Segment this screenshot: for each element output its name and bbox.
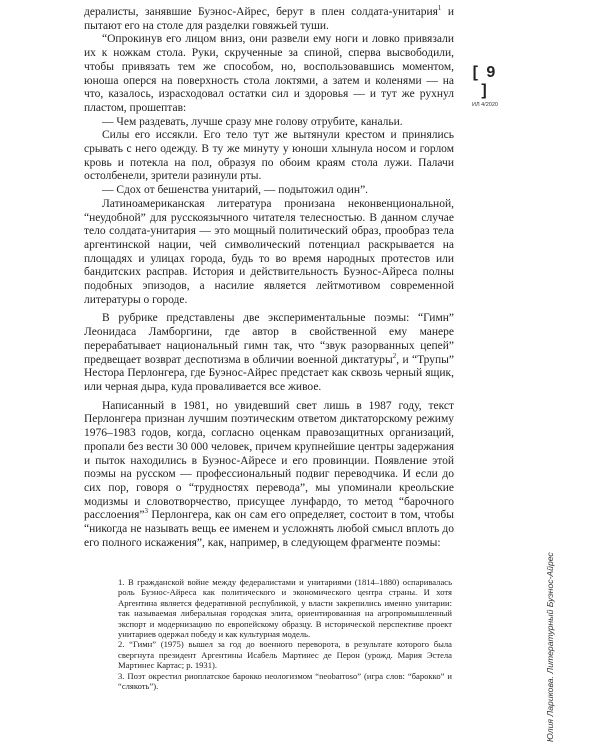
body-paragraph-7: В рубрике представлены две экспериментальные поэмы: “Гимн” Леонидаса Ламборгини, где автор в свойственной ему манере перерабатывает национальный гимн так, что “звук разорванных цепей” предвещает возврат деспотизма в обличии военной диктатуры$^2$, и “Трупы” Нестора Перлонгера, где Буэнос-Айрес предстает как сквозь черный ящик, или черная дыра, куда проваливается все живое. (84, 312, 454, 393)
body-paragraph-5: — Сдох от бешенства унитарий, — подытожил один”. (102, 184, 369, 197)
issue-label: ИЛ 4/2020 (472, 102, 498, 108)
footnote-1: 1. В гражданской войне между федералистами и унитариями (1814–1880) оспаривалась роль Буэнос-Айреса как политического и экономического центра страны. И хотя Аргентина является федеративной республикой, у власти закрепились именно унитарии: так называемая либеральная городская элита, ориентированная на агропромышленный экспорт и модернизацию по европейскому образцу. В исторической перспективе проект унитариев одержал победу и как культурная модель. (118, 577, 452, 640)
footnote-ref-1[interactable]: 1 (437, 4, 442, 13)
footnote-3: 3. Поэт окрестил риоплатское барокко неологизмом “neobarroso” (игра слов: “барокко” и “слякоть”). (118, 670, 452, 692)
page-number: [ 9 ] (472, 64, 498, 99)
body-paragraph-6: Латиноамериканская литература пронизана неконвенциональной, “неудобной” для русскоязычного читателя телесностью. В данном случае тело солдата-унитария — это мощный политический образ, прообраз тела аргентинской нации, чей символический потенциал раскрывается на площадях и улицах города, будь то во время народных протестов или бандитских расправ. История и действительность Буэнос-Айреса полны подобных эпизодов, а насилие является лейтмотивом современной литературы о городе. (84, 197, 454, 306)
body-paragraph-8: Написанный в 1981, но увидевший свет лишь в 1987 году, текст Перлонгера признан лучшим поэтическим ответом диктаторскому режиму 1976–1983 годов, когда, согласно оценкам правозащитных организаций, пропали без вести 30 000 человек, причем крупнейшие центры задержания и пыток находились в Буэнос-Айресе и его провинции. Появление этой поэмы на русском — профессиональный подвиг переводчика. И если до сих пор, говоря о “трудностях перевода”, мы упоминали креольские модизмы и словотворчество, присущее лунфардо, то метод “барочного расслоения”$^3$ Перлонгера, как он сам его определяет, состоит в том, чтобы “никогда не называть вещь ее именем и усложнять любой смысл вплоть до его полного искажения”, как, например, в следующем фрагменте поэмы: (84, 399, 454, 549)
body-paragraph-3: — Чем раздевать, лучше сразу мне голову отрубите, канальи. (102, 115, 403, 128)
article-body (84, 6, 454, 550)
body-paragraph-2: “Опрокинув его лицом вниз, они развели ему ноги и ловко привязали их к ножкам стола. Руки, скрученные за спиной, сперва высвободили, чтобы привязать тем же способом, но, воспользовавшись моментом, юноша оперся на поверхность стола локтями, а затем и коленями — на что, казалось, израсходовал остатки сил и здоровья — и тут же рухнул пластом, прошептав: (84, 33, 454, 114)
footnotes (118, 577, 452, 691)
running-title: Юлия Ларикова. Литературный Буэнос-Айрес (545, 552, 555, 742)
body-paragraph-1: дералисты, занявшие Буэнос-Айрес, берут в плен солдата-унитария$^1$ и пытают его на столе для разделки говяжьей туши. (84, 4, 455, 32)
footnote-ref-2[interactable]: 2 (392, 351, 397, 360)
body-paragraph-4: Силы его иссякли. Его тело тут же вытянули крестом и принялись срывать с него одежду. В ту же минуту у юноши хлынула носом и горлом кровь и потекла на пол, образуя по обоим краям стола лужи. Палачи остолбенели, зрители разинули рты. (84, 129, 454, 183)
page-header (470, 64, 500, 108)
footnote-ref-3[interactable]: 3 (144, 507, 148, 516)
footnote-2: 2. “Гимн” (1975) вышел за год до военного переворота, в результате которого была свергнута президент Аргентины Исабель Мартинес де Перон (урожд. Мария Эстела Мартинес Картас; р. 1931). (118, 639, 452, 671)
